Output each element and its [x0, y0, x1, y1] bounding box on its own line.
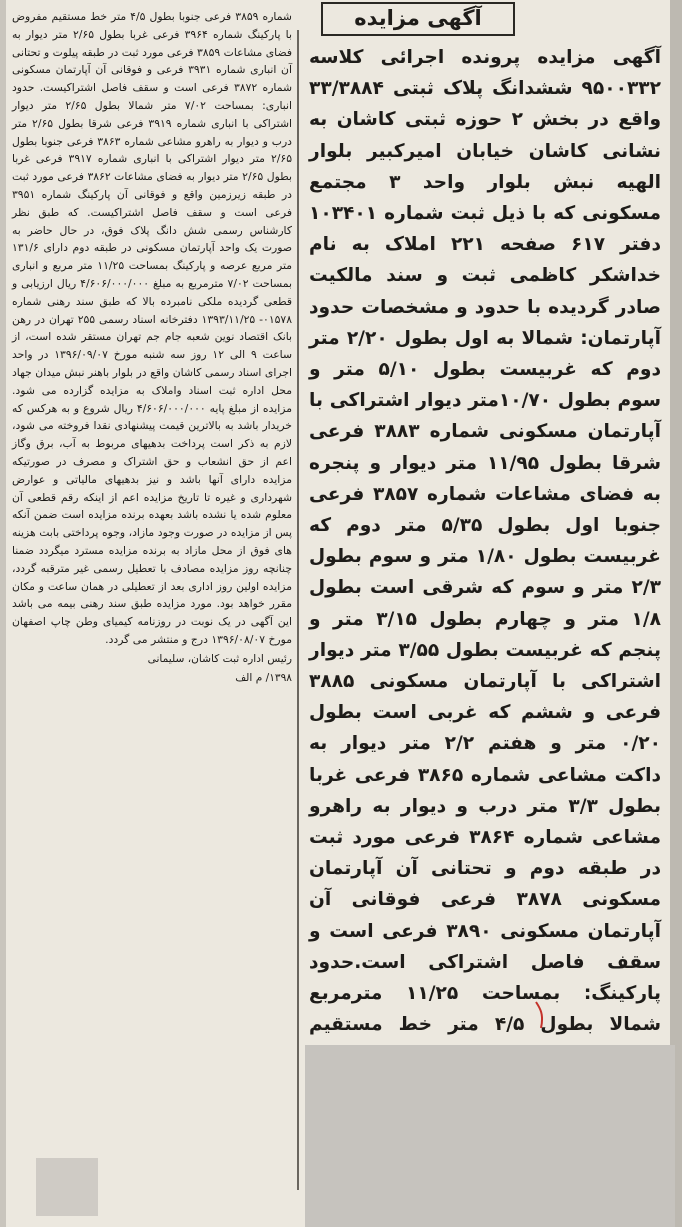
page-edge-shadow: [670, 0, 682, 1227]
red-pen-mark: [532, 1000, 550, 1030]
blank-small-area: [36, 1158, 98, 1216]
notice-body-left: شماره ۳۸۵۹ فرعی جنوبا بطول ۴/۵ متر خط مستقیم مفروض با پارکینگ شماره ۳۹۶۴ فرعی غربا بطول ۲/۶۵ متر دیوار به فضای مشاعات ۳۸۵۹ فرعی مورد ثبت در طبقه پیلوت و تحتانی آن انباری شماره ۳۹۳۱ فرعی و فوقانی آن آپارتمان مسکونی شماره ۳۸۷۲ فرعی است و سقف فاصل اشتراکیست. حدود انباری: بمساحت ۷/۰۲ متر شمالا بطول ۲/۶۵ متر دیوار اشتراکی با انباری شماره ۳۹۱۹ فرعی شرقا بطول ۲/۶۵ متر درب و دیوار به راهرو مشاعی شماره ۳۸۶۳ فرعی جنوبا بطول ۲/۶۵ متر دیوار اشتراکی با انباری شماره ۳۹۱۷ فرعی غربا بطول ۲/۶۵ متر دیوار به فضای مشاعات ۳۸۶۲ فرعی مورد ثبت در طبقه زیرزمین واقع و فوقانی آن پارکینگ شماره ۳۹۵۱ فرعی است و سقف فاصل اشتراکیست. که طبق نظر کارشناس رسمی شش دانگ پلاک فوق، در حال حاضر به صورت یک واحد آپارتمان مسکونی در طبقه دوم دارای ۱۳۱/۶ متر مربع عرصه و پارکینگ بمساحت ۱۱/۲۵ متر مربع و انباری بمساحت ۷/۰۲ مترمربع به مبلغ ۴/۶۰۶/۰۰۰/۰۰۰ ریال ارزیابی و قطعی گردیده ملکی نامبرده بالا که طبق سند رهنی شماره ۰۱۵۷۸- ۱۳۹۳/۱۱/۲۵ دفترخانه اسناد رسمی ۲۵۵ تهران در رهن بانک اقتصاد نوین شعبه جام جم تهران مستقر شده است، از ساعت ۹ الی ۱۲ روز سه شنبه مورخ ۱۳۹۶/۰۹/۰۷ در واحد اجرای اسناد رسمی کاشان واقع در بلوار باهنر نبش میدان جهاد محل اداره ثبت اسناد واملاک به مزایده گزارده می شود. مزایده از مبلغ پایه ۴/۶۰۶/۰۰۰/۰۰۰ ریال شروع و به هرکس که خریدار باشد به بالاترین قیمت پیشنهادی نقدا فروخته می شود، لازم به ذکر است پرداخت بدهیهای مربوط به آب، برق وگاز اعم از حق انشعاب و حق اشتراک و مصرف در صورتیکه مزایده دارای آنها باشد و نیز بدهیهای مالیاتی و عوارض شهرداری و غیره تا تاریخ مزایده اعم از اینکه رقم قطعی آن معلوم شده یا نشده باشد بعهده برنده مزایده است ضمن آنکه پس از مزایده در صورت وجود مازاد، وجوه پرداختی بابت هزینه های فوق از محل مازاد به برنده مزایده مسترد میگردد ضمنا چنانچه روز مزایده مصادف با تعطیل رسمی غیر مترقبه گردد، مزایده اولین روز اداری بعد از تعطیلی در همان ساعت و مکان مقرر خواهد بود. مورد مزایده طبق سند رهنی بیمه می باشد این آگهی در یک نوبت در روزنامه کیمیای وطن چاپ اصفهان مورخ ۱۳۹۶/۰۸/۰۷ درج و منتشر می گردد.: [12, 10, 293, 646]
blank-gray-area: [305, 1045, 675, 1227]
signature-line-1: رئیس اداره ثبت کاشان، سلیمانی: [147, 652, 292, 665]
left-column: [12, 8, 292, 1193]
column-divider: [297, 30, 299, 1190]
notice-body-right: آگهی مزایده پرونده اجرائی کلاسه ۹۵۰۰۳۳۲ ششدانگ پلاک ثبتی ۳۳/۳۸۸۴ واقع در بخش ۲ حوزه ثبتی کاشان به نشانی کاشان خیابان امیرکبیر بلوار الهیه نبش بلوار واحد ۳ مجتمع مسکونی که با ذیل ثبت شماره ۱۰۳۴۰۱ دفتر ۶۱۷ صفحه ۲۲۱ املاک به نام خداشکر کاظمی ثبت و سند مالکیت صادر گردیده با حدود و مشخصات حدود آپارتمان: شمالا به اول بطول ۲/۲۰ متر دوم که غربیست بطول ۵/۱۰ متر و سوم بطول ۱۰/۷۰متر دیوار اشتراکی با آپارتمان مسکونی شماره ۳۸۸۳ فرعی شرقا بطول ۱۱/۹۵ متر دیوار و پنجره به فضای مشاعات شماره ۳۸۵۷ فرعی جنوبا اول بطول ۵/۳۵ متر دوم که غربیست بطول ۱/۸۰ متر و سوم بطول ۲/۳ متر و سوم که شرقی است بطول ۱/۸ متر و چهارم بطول ۳/۱۵ متر و پنجم که غربیست بطول ۳/۵۵ متر دیوار اشتراکی با آپارتمان مسکونی ۳۸۸۵ فرعی و ششم که غربی است بطول ۰/۲۰ متر و هفتم ۲/۲ متر دیوار به داکت مشاعی شماره ۳۸۶۵ فرعی غربا بطول ۳/۳ متر درب و دیوار به راهرو مشاعی شماره ۳۸۶۴ فرعی مورد ثبت در طبقه دوم و تحتانی آن آپارتمان مسکونی ۳۸۷۸ فرعی فوقانی آن آپارتمان مسکونی ۳۸۹۰ فرعی است و سقف فاصل اشتراکی است.حدود پارکینگ: بمساحت ۱۱/۲۵ مترمربع شمالا بطول ۴/۵ متر خط مستقیم: [309, 47, 662, 1036]
right-column: [305, 0, 665, 1040]
signature-line-2: ۱۳۹۸/ م الف: [235, 671, 292, 684]
notice-title: آگهی مزایده: [321, 2, 515, 36]
